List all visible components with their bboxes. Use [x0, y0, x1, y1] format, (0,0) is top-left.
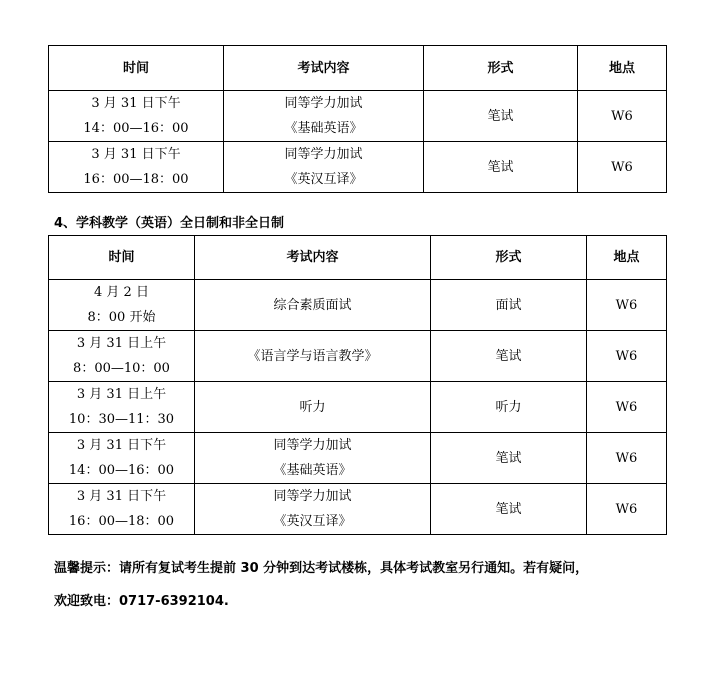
time-range: 16：00—18：00: [68, 514, 175, 529]
cell-content: 《语言学与语言教学》: [195, 331, 431, 382]
header-place: 地点: [578, 46, 667, 91]
cell-time: [49, 331, 195, 382]
cell-form: 笔试: [431, 484, 587, 535]
table-row: [49, 91, 667, 142]
cell-content: [224, 91, 424, 142]
cell-time: [49, 91, 224, 142]
content-line: 同等学力加试: [284, 147, 363, 162]
time-range: 8：00—10：00: [73, 361, 170, 376]
header-time: 时间: [49, 46, 224, 91]
table-row: [49, 280, 667, 331]
cell-content: [224, 142, 424, 193]
content-line: 《英汉互译》: [273, 514, 352, 529]
cell-content: 综合素质面试: [195, 280, 431, 331]
table-header-row: [49, 46, 667, 91]
time-range: 14：00—16：00: [83, 121, 189, 136]
exam-schedule-table-1: [48, 45, 667, 193]
table-row: [49, 484, 667, 535]
cell-place: W6: [587, 280, 667, 331]
time-date: 3 月 31 日下午: [76, 489, 167, 504]
header-content: 考试内容: [224, 46, 424, 91]
time-date: 4 月 2 日: [94, 285, 149, 300]
content-line: 同等学力加试: [284, 96, 363, 111]
cell-time: [49, 382, 195, 433]
header-form: 形式: [431, 236, 587, 280]
time-range: 14：00—16：00: [68, 463, 175, 478]
cell-content: [195, 484, 431, 535]
cell-time: [49, 484, 195, 535]
reminder-note: 温馨提示：请所有复试考生提前 30 分钟到达考试楼栋，具体考试教室另行通知。若有疑问，: [54, 561, 589, 576]
cell-place: W6: [587, 484, 667, 535]
time-date: 3 月 31 日下午: [91, 96, 181, 111]
table-row: [49, 382, 667, 433]
cell-form: 笔试: [431, 331, 587, 382]
cell-form: 面试: [431, 280, 587, 331]
cell-place: W6: [587, 382, 667, 433]
cell-form: 听力: [431, 382, 587, 433]
cell-time: [49, 280, 195, 331]
header-form: 形式: [424, 46, 578, 91]
table-header-row: [49, 236, 667, 280]
time-date: 3 月 31 日下午: [91, 147, 181, 162]
cell-place: W6: [587, 331, 667, 382]
table-row: [49, 331, 667, 382]
header-place: 地点: [587, 236, 667, 280]
content-line: 同等学力加试: [273, 489, 352, 504]
cell-time: [49, 142, 224, 193]
content-line: 《基础英语》: [284, 121, 363, 136]
time-date: 3 月 31 日下午: [76, 438, 167, 453]
cell-content: [195, 433, 431, 484]
cell-place: W6: [578, 142, 667, 193]
cell-place: W6: [578, 91, 667, 142]
time-date: 3 月 31 日上午: [76, 387, 167, 402]
cell-time: [49, 433, 195, 484]
section-heading: 4、学科教学（英语）全日制和非全日制: [54, 216, 285, 231]
content-line: 同等学力加试: [273, 438, 352, 453]
content-line: 《英汉互译》: [284, 172, 363, 187]
cell-form: 笔试: [431, 433, 587, 484]
cell-form: 笔试: [424, 142, 578, 193]
time-range: 10：30—11：30: [68, 412, 175, 427]
table-row: [49, 433, 667, 484]
time-range: 16：00—18：00: [83, 172, 189, 187]
time-date: 3 月 31 日上午: [76, 336, 167, 351]
header-content: 考试内容: [195, 236, 431, 280]
cell-form: 笔试: [424, 91, 578, 142]
table-row: [49, 142, 667, 193]
header-time: 时间: [49, 236, 195, 280]
time-range: 8：00 开始: [87, 310, 156, 325]
content-line: 《基础英语》: [273, 463, 352, 478]
contact-phone: 欢迎致电：0717-6392104.: [54, 594, 229, 609]
exam-schedule-table-2: [48, 235, 667, 535]
cell-place: W6: [587, 433, 667, 484]
cell-content: 听力: [195, 382, 431, 433]
